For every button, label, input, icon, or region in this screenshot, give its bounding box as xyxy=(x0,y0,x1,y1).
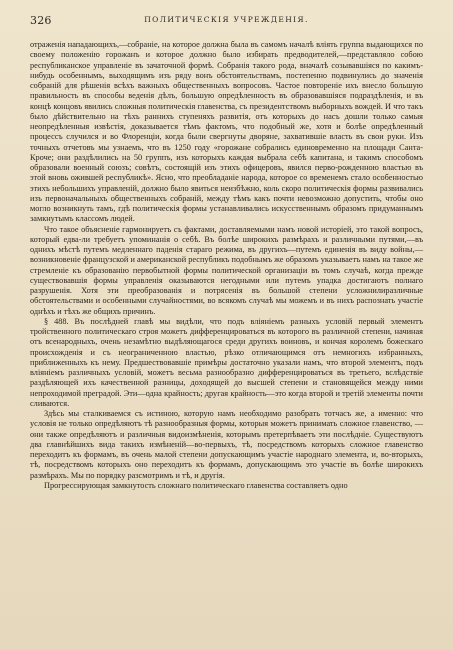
running-title: ПОЛИТИЧЕСКІЯ УЧРЕЖДЕНІЯ. xyxy=(144,15,309,24)
paragraph: Здѣсь мы сталкиваемся съ истиною, которую намъ необходимо разобрать тотчасъ же, а именно: что условія не только опредѣляютъ тѣ разнообразныя формы, которыя можетъ принимать сложное главенство, — они также опредѣляютъ и различныя видоизмѣненія, которымъ претерпѣваетъ эти послѣдніе. Существуютъ два главнѣйшихъ вида такихъ измѣненій—во-первыхъ, тѣ, посредствомъ которыхъ сложное главенство переходитъ къ формамъ, въ очень малой степени допускающимъ участіе народнаго элемента, и, во-вторыхъ, тѣ, посредствомъ которыхъ оно переходитъ къ формамъ, допускающимъ это участіе въ болѣе широкихъ размѣрахъ. Мы по порядку разсмотримъ и тѣ, и другія. xyxy=(30,409,423,480)
page-number: 326 xyxy=(30,14,52,27)
paragraph: Что такое объясненіе гармонируетъ съ фактами, доставляемыми намъ новой исторіей, это такой вопросъ, который едва-ли требуетъ упоминанія о себѣ. Въ болѣе широкихъ размѣрахъ и различными путями,—въ однихъ мѣстѣ путемъ медленнаго паденія стараго режима, въ другихъ—путемъ единенія въ виду войны,—возникновеніе французской и американской республикъ подобнымъ же образомъ указываетъ намъ на такое же стремленіе къ образованію первобытной формы политической организаціи въ томъ случаѣ, когда прежде существовавшія формы управленія оказываются негодными или путемъ упадка достигаютъ полнаго разрушенія. Хотя эти преобразованія и потрясенія въ большой степени усложнилиразличные обстоятельствами и особенными случайностями, во всякомъ случаѣ мы можемъ и въ нихъ распознать участіе однѣхъ и тѣхъ же общихъ причинъ. xyxy=(30,224,423,316)
page-header xyxy=(30,14,423,28)
paragraph-continuation: отраженія нападающихъ,—собраніе, на которое должна была въ самомъ началѣ вліять группа выдающихся по своему положенію горожанъ и которое должно было избирать предводителей,—представляло собою республиканское управленіе въ зачаточной формѣ. Собранія такого рода, вначалѣ созывавшіяся по какимъ-нибудь особеннымъ, выходящимъ изъ ряду вонъ обстоятельствамъ, постепенно подвинулись до значенія собраній для рѣшенія всѣхъ важныхъ общественныхъ вопросовъ. Частое повтореніе ихъ внесло большую правильность въ способы веденія дѣлъ, большую опредѣленность въ образовавшіяся подраздѣленія, и въ концѣ концовъ явились сложныя политическія главенства, съ президентствомъ выборныхъ вождей. И что такъ было дѣйствительно на тѣхъ раннихъ ступеняхъ развитія, отъ которыхъ до насъ дошли только самыя неопредѣленныя извѣстія, доказывается тѣмъ фактомъ, что подобный же, хотя и болѣе опредѣленный процессъ случился и во Флоренціи, когда были свергнуты дворяне, захватившіе власть въ свои руки. Изъ точныхъ отчетовъ мы узнаемъ, что въ 1250 году «горожане собрались единовременно на площади Санта-Кроче; они раздѣлились на 50 группъ, изъ которыхъ каждая выбрала себѣ капитана, и такимъ способомъ образовали военный союзъ; совѣтъ, состоящій изъ этихъ офицеровъ, явился перво-рожденною властью въ этой вновь ожившей республикѣ». Ясно, что преобладаніе народа, которое со временемъ стало особенностью этихъ небольшихъ управленій, должно было явиться неизбѣжно, коль скоро политическія формы развивались изъ первоначальныхъ общественныхъ собраній, между тѣмъ какъ почти невозможно допустить, чтобы оно могло возникнуть тамъ, гдѣ политическія формы устанавливались искусственнымъ образомъ придуманнымъ замкнутымъ классомъ людей. xyxy=(30,40,423,224)
paragraph-last: Прогрессирующая замкнутость сложнаго политическаго главенства составляетъ одно xyxy=(44,480,348,490)
page-body xyxy=(30,40,423,491)
paragraph-section-488: § 488. Въ послѣдней главѣ мы видѣли, что подъ вліяніемъ разныхъ условій первый элементъ тройственного политическаго строя можетъ дифференцироваться въ которого въ различной степени, начиная отъ всенародныхъ, очень незамѣтно выдѣляющагося среди другихъ воиновъ, и кончая королемъ божескаго происхожденія и съ неограниченною властью, рѣзко отличающимся отъ немногихъ избранныхъ, приближенныхъ къ нему. Предшествовавшіе примѣры достаточно указали намъ, что второй элементъ, подъ вліяніемъ различныхъ условій, можетъ весьма разнообразно дифференцироваться въ третьего, вслѣдствіе раздѣляющей ихъ качественной разницы, доходящей до высшей степени и становящейся между ними непроходимой преградой. Эти—одна крайность; другая крайность—это когда второй и третій элементы почти сливаются. xyxy=(30,316,423,408)
